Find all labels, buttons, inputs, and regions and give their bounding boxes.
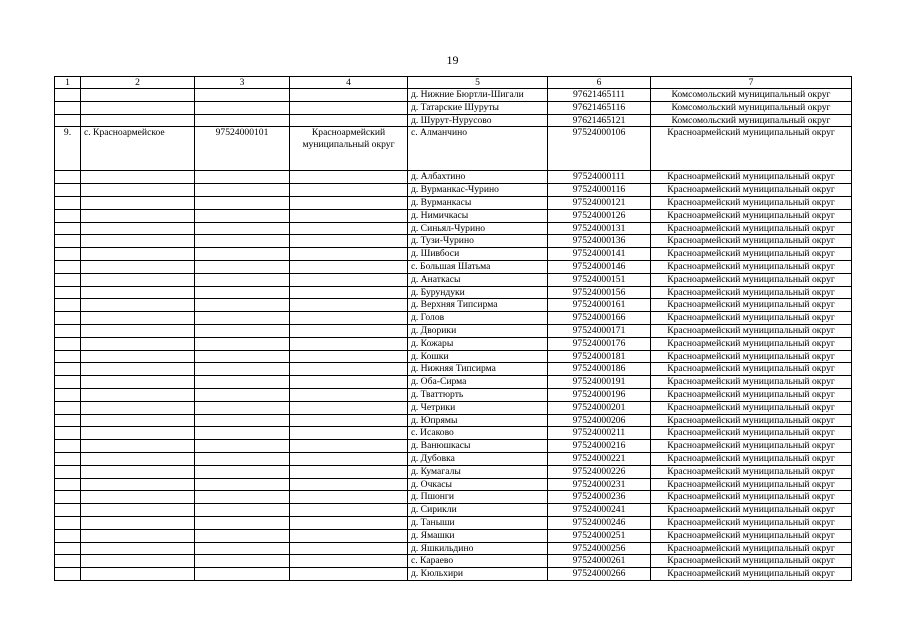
settlement-oktmo: 97621465111 (548, 89, 651, 102)
settlement-name: д. Ямашки (408, 529, 548, 542)
row-number (55, 414, 81, 427)
settlement-name: д. Нимичкасы (408, 209, 548, 222)
settlement-district: Красноармейский муниципальный округ (651, 273, 852, 286)
municipality-name (290, 171, 408, 184)
row-number (55, 427, 81, 440)
settlement-oktmo: 97524000156 (548, 286, 651, 299)
admin-center (81, 414, 195, 427)
settlement-district: Красноармейский муниципальный округ (651, 363, 852, 376)
municipality-name (290, 568, 408, 581)
district-oktmo (195, 568, 290, 581)
settlement-oktmo: 97524000266 (548, 568, 651, 581)
settlement-oktmo: 97524000111 (548, 171, 651, 184)
municipality-name (290, 235, 408, 248)
settlement-oktmo: 97524000121 (548, 196, 651, 209)
settlement-oktmo: 97524000191 (548, 376, 651, 389)
table-row (55, 516, 852, 529)
column-number: 6 (548, 77, 651, 89)
row-number (55, 568, 81, 581)
settlement-oktmo: 97524000181 (548, 350, 651, 363)
row-number (55, 114, 81, 127)
settlement-oktmo: 97524000176 (548, 337, 651, 350)
row-number (55, 235, 81, 248)
settlements-table (54, 76, 852, 581)
row-number (55, 222, 81, 235)
admin-center (81, 209, 195, 222)
admin-center (81, 491, 195, 504)
admin-center (81, 286, 195, 299)
row-number (55, 89, 81, 102)
settlement-oktmo: 97524000131 (548, 222, 651, 235)
settlement-oktmo: 97524000261 (548, 555, 651, 568)
table-row (55, 414, 852, 427)
admin-center (81, 401, 195, 414)
settlement-name: д. Сирикли (408, 504, 548, 517)
row-number (55, 286, 81, 299)
settlement-district: Красноармейский муниципальный округ (651, 222, 852, 235)
district-oktmo (195, 248, 290, 261)
settlement-district: Комсомольский муниципальный округ (651, 101, 852, 114)
settlement-oktmo: 97524000116 (548, 184, 651, 197)
settlement-name: д. Тузи-Чурино (408, 235, 548, 248)
district-oktmo (195, 491, 290, 504)
admin-center (81, 260, 195, 273)
settlement-district: Красноармейский муниципальный округ (651, 184, 852, 197)
table-row (55, 222, 852, 235)
municipality-name (290, 324, 408, 337)
settlement-district: Красноармейский муниципальный округ (651, 260, 852, 273)
municipality-name (290, 222, 408, 235)
table-row (55, 324, 852, 337)
settlement-oktmo: 97524000206 (548, 414, 651, 427)
settlement-district: Красноармейский муниципальный округ (651, 299, 852, 312)
row-number (55, 452, 81, 465)
district-oktmo (195, 184, 290, 197)
table-row (55, 171, 852, 184)
settlement-name: с. Большая Шатьма (408, 260, 548, 273)
settlement-district: Красноармейский муниципальный округ (651, 568, 852, 581)
table-row (55, 337, 852, 350)
row-number (55, 516, 81, 529)
admin-center (81, 388, 195, 401)
settlement-name: д. Кюльхири (408, 568, 548, 581)
settlement-district: Красноармейский муниципальный округ (651, 440, 852, 453)
settlement-oktmo: 97524000106 (548, 127, 651, 171)
settlement-name: с. Караево (408, 555, 548, 568)
settlement-name: д. Оба-Сирма (408, 376, 548, 389)
settlement-district: Красноармейский муниципальный округ (651, 491, 852, 504)
admin-center (81, 350, 195, 363)
district-oktmo (195, 235, 290, 248)
district-oktmo (195, 440, 290, 453)
row-number (55, 504, 81, 517)
admin-center (81, 555, 195, 568)
district-oktmo (195, 427, 290, 440)
table-row (55, 440, 852, 453)
row-number: 9. (55, 127, 81, 171)
municipality-name (290, 89, 408, 102)
admin-center (81, 89, 195, 102)
district-oktmo (195, 209, 290, 222)
settlement-name: с. Исаково (408, 427, 548, 440)
table-row (55, 312, 852, 325)
row-number (55, 388, 81, 401)
admin-center (81, 273, 195, 286)
district-oktmo (195, 299, 290, 312)
district-oktmo (195, 114, 290, 127)
settlement-district: Красноармейский муниципальный округ (651, 209, 852, 222)
settlement-oktmo: 97524000256 (548, 542, 651, 555)
municipality-name (290, 529, 408, 542)
admin-center (81, 235, 195, 248)
column-number: 5 (408, 77, 548, 89)
settlement-district: Красноармейский муниципальный округ (651, 324, 852, 337)
row-number (55, 491, 81, 504)
table-row (55, 376, 852, 389)
district-oktmo (195, 350, 290, 363)
district-oktmo (195, 504, 290, 517)
row-number (55, 363, 81, 376)
table-row (55, 248, 852, 261)
settlement-name: д. Юпрямы (408, 414, 548, 427)
row-number (55, 555, 81, 568)
district-oktmo (195, 529, 290, 542)
table-row (55, 491, 852, 504)
column-number: 4 (290, 77, 408, 89)
settlement-district: Красноармейский муниципальный округ (651, 235, 852, 248)
page-number: 19 (446, 53, 459, 67)
table-row (55, 478, 852, 491)
column-number: 1 (55, 77, 81, 89)
municipality-name (290, 491, 408, 504)
row-number (55, 350, 81, 363)
district-oktmo (195, 222, 290, 235)
table-row (55, 542, 852, 555)
table-row (55, 401, 852, 414)
admin-center (81, 114, 195, 127)
district-oktmo (195, 414, 290, 427)
municipality-name (290, 465, 408, 478)
admin-center (81, 312, 195, 325)
municipality-name (290, 542, 408, 555)
settlement-name: д. Пшонги (408, 491, 548, 504)
table-row (55, 127, 852, 171)
municipality-name (290, 209, 408, 222)
settlement-name: д. Синьял-Чурино (408, 222, 548, 235)
settlement-oktmo: 97524000161 (548, 299, 651, 312)
row-number (55, 440, 81, 453)
settlement-district: Красноармейский муниципальный округ (651, 452, 852, 465)
settlement-district: Красноармейский муниципальный округ (651, 171, 852, 184)
district-oktmo (195, 196, 290, 209)
municipality-name (290, 516, 408, 529)
municipality-name (290, 452, 408, 465)
settlement-name: д. Татарские Шуруты (408, 101, 548, 114)
table-row (55, 504, 852, 517)
column-number-row (55, 77, 852, 89)
district-oktmo (195, 555, 290, 568)
settlement-name: д. Кошки (408, 350, 548, 363)
settlement-name: д. Шурут-Нурусово (408, 114, 548, 127)
row-number (55, 248, 81, 261)
municipality-name (290, 312, 408, 325)
settlement-district: Красноармейский муниципальный округ (651, 127, 852, 171)
admin-center (81, 376, 195, 389)
municipality-name (290, 478, 408, 491)
district-oktmo (195, 312, 290, 325)
settlement-district: Красноармейский муниципальный округ (651, 196, 852, 209)
column-number: 2 (81, 77, 195, 89)
settlement-name: д. Кумагалы (408, 465, 548, 478)
row-number (55, 324, 81, 337)
settlement-district: Красноармейский муниципальный округ (651, 465, 852, 478)
table-row (55, 452, 852, 465)
settlement-name: д. Дубовка (408, 452, 548, 465)
settlement-oktmo: 97524000141 (548, 248, 651, 261)
row-number (55, 171, 81, 184)
settlement-district: Красноармейский муниципальный округ (651, 555, 852, 568)
settlement-oktmo: 97524000171 (548, 324, 651, 337)
settlement-name: д. Бурундуки (408, 286, 548, 299)
table-row (55, 184, 852, 197)
column-number: 7 (651, 77, 852, 89)
table-row (55, 114, 852, 127)
settlement-oktmo: 97524000151 (548, 273, 651, 286)
table-row (55, 273, 852, 286)
settlement-district: Красноармейский муниципальный округ (651, 350, 852, 363)
district-oktmo (195, 478, 290, 491)
settlement-oktmo: 97524000186 (548, 363, 651, 376)
admin-center: с. Красноармейское (81, 127, 195, 171)
admin-center (81, 542, 195, 555)
settlement-oktmo: 97524000251 (548, 529, 651, 542)
table-row (55, 235, 852, 248)
settlement-oktmo: 97524000146 (548, 260, 651, 273)
settlement-name: д. Албахтино (408, 171, 548, 184)
table-row (55, 286, 852, 299)
municipality-name (290, 101, 408, 114)
settlement-district: Красноармейский муниципальный округ (651, 542, 852, 555)
admin-center (81, 452, 195, 465)
table-row (55, 465, 852, 478)
table-row (55, 196, 852, 209)
municipality-name (290, 260, 408, 273)
admin-center (81, 196, 195, 209)
municipality-name (290, 363, 408, 376)
table-row (55, 350, 852, 363)
admin-center (81, 516, 195, 529)
table-row (55, 568, 852, 581)
municipality-name (290, 184, 408, 197)
district-oktmo (195, 171, 290, 184)
settlement-name: с. Алманчино (408, 127, 548, 171)
municipality-name (290, 286, 408, 299)
row-number (55, 478, 81, 491)
district-oktmo (195, 101, 290, 114)
municipality-name (290, 414, 408, 427)
admin-center (81, 478, 195, 491)
settlement-oktmo: 97524000211 (548, 427, 651, 440)
settlement-district: Красноармейский муниципальный округ (651, 388, 852, 401)
row-number (55, 196, 81, 209)
settlement-name: д. Верхняя Типсирма (408, 299, 548, 312)
column-number: 3 (195, 77, 290, 89)
admin-center (81, 529, 195, 542)
municipality-name (290, 427, 408, 440)
row-number (55, 260, 81, 273)
settlement-name: д. Шивбоси (408, 248, 548, 261)
municipality-name (290, 376, 408, 389)
municipality-name (290, 114, 408, 127)
row-number (55, 337, 81, 350)
row-number (55, 529, 81, 542)
district-oktmo (195, 542, 290, 555)
settlement-name: д. Ванюшкасы (408, 440, 548, 453)
table-row (55, 101, 852, 114)
district-oktmo (195, 260, 290, 273)
table-row (55, 363, 852, 376)
district-oktmo (195, 452, 290, 465)
row-number (55, 401, 81, 414)
admin-center (81, 171, 195, 184)
row-number (55, 273, 81, 286)
settlement-oktmo: 97621465116 (548, 101, 651, 114)
settlement-name: д. Кожары (408, 337, 548, 350)
settlement-oktmo: 97524000241 (548, 504, 651, 517)
municipality-name (290, 350, 408, 363)
settlement-name: д. Таныши (408, 516, 548, 529)
row-number (55, 465, 81, 478)
settlement-name: д. Голов (408, 312, 548, 325)
admin-center (81, 363, 195, 376)
settlement-district: Красноармейский муниципальный округ (651, 516, 852, 529)
admin-center (81, 337, 195, 350)
settlement-name: д. Анаткасы (408, 273, 548, 286)
municipality-name (290, 504, 408, 517)
municipality-name: Красноармейский муниципальный округ (290, 127, 408, 171)
table-row (55, 89, 852, 102)
table-row (55, 260, 852, 273)
district-oktmo (195, 286, 290, 299)
row-number (55, 184, 81, 197)
municipality-name (290, 299, 408, 312)
table-row (55, 388, 852, 401)
district-oktmo: 97524000101 (195, 127, 290, 171)
admin-center (81, 504, 195, 517)
settlement-oktmo: 97524000236 (548, 491, 651, 504)
settlement-oktmo: 97524000201 (548, 401, 651, 414)
settlement-oktmo: 97524000136 (548, 235, 651, 248)
settlement-district: Красноармейский муниципальный округ (651, 248, 852, 261)
admin-center (81, 427, 195, 440)
settlement-district: Комсомольский муниципальный округ (651, 114, 852, 127)
table-row (55, 209, 852, 222)
settlement-oktmo: 97621465121 (548, 114, 651, 127)
settlement-district: Комсомольский муниципальный округ (651, 89, 852, 102)
table-row (55, 529, 852, 542)
row-number (55, 376, 81, 389)
settlement-district: Красноармейский муниципальный округ (651, 312, 852, 325)
admin-center (81, 324, 195, 337)
settlement-oktmo: 97524000231 (548, 478, 651, 491)
district-oktmo (195, 516, 290, 529)
settlement-district: Красноармейский муниципальный округ (651, 504, 852, 517)
district-oktmo (195, 401, 290, 414)
settlement-name: д. Вурманкасы (408, 196, 548, 209)
district-oktmo (195, 376, 290, 389)
settlement-oktmo: 97524000221 (548, 452, 651, 465)
admin-center (81, 299, 195, 312)
row-number (55, 542, 81, 555)
admin-center (81, 184, 195, 197)
table-row (55, 299, 852, 312)
admin-center (81, 440, 195, 453)
settlement-oktmo: 97524000166 (548, 312, 651, 325)
municipality-name (290, 401, 408, 414)
settlement-district: Красноармейский муниципальный округ (651, 427, 852, 440)
municipality-name (290, 196, 408, 209)
settlement-name: д. Четрики (408, 401, 548, 414)
row-number (55, 299, 81, 312)
district-oktmo (195, 388, 290, 401)
admin-center (81, 101, 195, 114)
district-oktmo (195, 337, 290, 350)
row-number (55, 312, 81, 325)
settlement-name: д. Дворики (408, 324, 548, 337)
municipality-name (290, 273, 408, 286)
district-oktmo (195, 273, 290, 286)
settlement-district: Красноармейский муниципальный округ (651, 414, 852, 427)
admin-center (81, 568, 195, 581)
settlement-name: д. Нижние Бюртли-Шигали (408, 89, 548, 102)
table-row (55, 427, 852, 440)
district-oktmo (195, 363, 290, 376)
settlement-oktmo: 97524000246 (548, 516, 651, 529)
admin-center (81, 248, 195, 261)
settlement-name: д. Вурманкас-Чурино (408, 184, 548, 197)
settlement-district: Красноармейский муниципальный округ (651, 401, 852, 414)
municipality-name (290, 337, 408, 350)
settlement-district: Красноармейский муниципальный округ (651, 337, 852, 350)
municipality-name (290, 248, 408, 261)
district-oktmo (195, 89, 290, 102)
row-number (55, 101, 81, 114)
settlement-district: Красноармейский муниципальный округ (651, 478, 852, 491)
admin-center (81, 222, 195, 235)
settlement-name: д. Тваттюрть (408, 388, 548, 401)
municipality-name (290, 440, 408, 453)
district-oktmo (195, 324, 290, 337)
municipality-name (290, 555, 408, 568)
settlement-name: д. Нижняя Типсирма (408, 363, 548, 376)
settlement-oktmo: 97524000126 (548, 209, 651, 222)
settlement-name: д. Очкасы (408, 478, 548, 491)
municipality-name (290, 388, 408, 401)
district-oktmo (195, 465, 290, 478)
settlement-district: Красноармейский муниципальный округ (651, 286, 852, 299)
settlement-district: Красноармейский муниципальный округ (651, 376, 852, 389)
settlement-district: Красноармейский муниципальный округ (651, 529, 852, 542)
admin-center (81, 465, 195, 478)
settlement-oktmo: 97524000216 (548, 440, 651, 453)
settlement-name: д. Яшкильдино (408, 542, 548, 555)
row-number (55, 209, 81, 222)
settlement-oktmo: 97524000226 (548, 465, 651, 478)
settlement-oktmo: 97524000196 (548, 388, 651, 401)
table-row (55, 555, 852, 568)
